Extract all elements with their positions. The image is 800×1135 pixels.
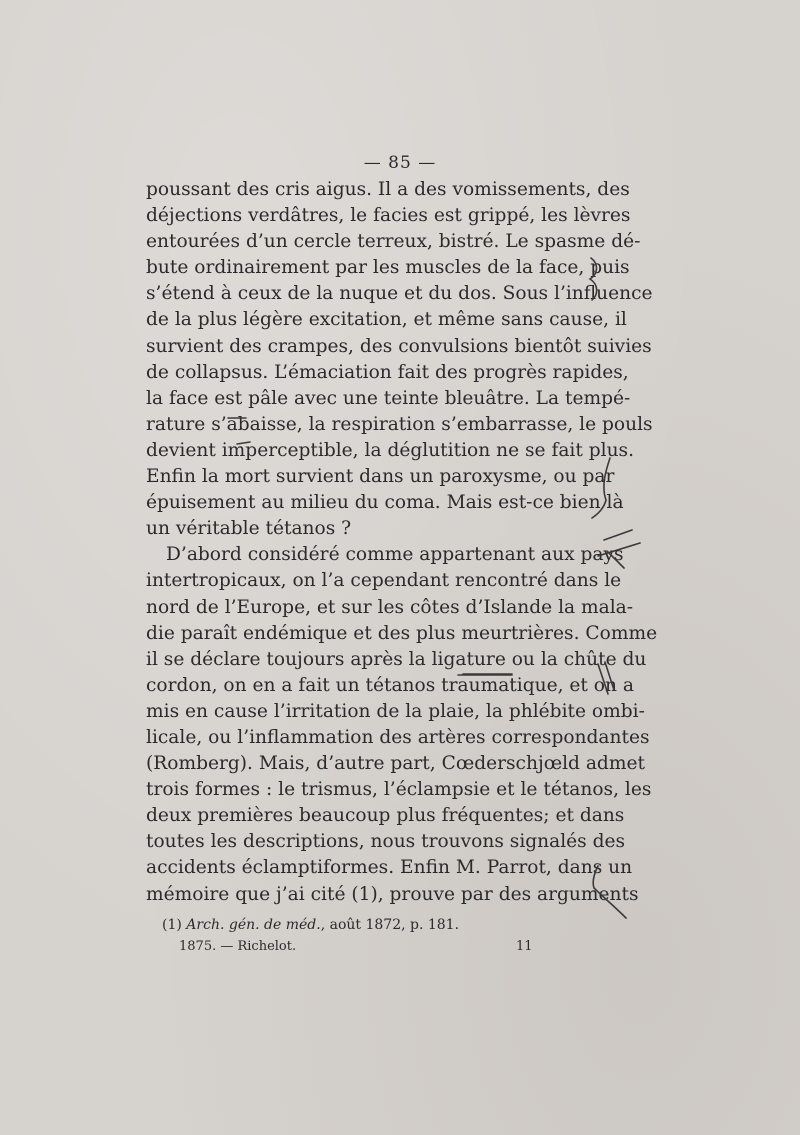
text-line: épuisement au milieu du coma. Mais est-ce bien là [146,492,624,514]
text-line: il se déclare toujours après la ligature ou la chûte du [146,648,647,670]
text-line: toutes les descriptions, nous trouvons signalés des [146,831,626,853]
text-line: la face est pâle avec une teinte bleuâtre. La tempé- [146,387,631,409]
text-line: die paraît endémique et des plus meurtrières. Comme [146,622,658,644]
text-line: poussant des cris aigus. Il a des vomissements, des [146,179,630,200]
text-line: accidents éclamptiformes. Enfin M. Parrot, dans un [146,857,633,879]
text-line: nord de l’Europe, et sur les côtes d’Islande la mala- [146,596,634,618]
text-line: Enfin la mort survient dans un paroxysme, ou par [146,466,615,488]
text-line: un véritable tétanos ? [146,518,352,540]
text-line: cordon, on en a fait un tétanos traumatique, et on a [146,674,634,696]
text-line: déjections verdâtres, le facies est grippé, les lèvres [146,205,631,227]
text-line: entourées d’un cercle terreux, bistré. Le spasme dé- [146,231,641,253]
text-line: rature s’abaisse, la respiration s’embarrasse, le pouls [146,413,653,435]
text-line: intertropicaux, on l’a cependant rencontré dans le [146,570,622,592]
page-number: — 85 — [363,153,437,173]
signature-number: 11 [516,939,533,954]
text-line: deux premières beaucoup plus fréquentes; et dans [146,805,625,827]
text-line: de collapsus. L’émaciation fait des progrès rapides, [146,361,629,383]
text-line: mémoire que j’ai cité (1), prouve par des arguments [146,883,639,905]
body-text [146,177,658,908]
text-line: devient imperceptible, la déglutition ne se fait plus. [146,439,635,461]
footnote-rest: , août 1872, p. 181. [320,917,460,933]
text-line: mis en cause l’irritation de la plaie, la phlébite ombi- [146,700,645,722]
text-line: trois formes : le trismus, l’éclampsie et le tétanos, les [146,779,652,801]
footnote-source: Arch. gén. de méd. [186,917,321,933]
text-line: bute ordinairement par les muscles de la face, puis [146,257,630,279]
text-line: de la plus légère excitation, et même sans cause, il [146,309,627,331]
text-line: s’étend à ceux de la nuque et du dos. Sous l’influence [146,283,653,305]
text-line: survient des crampes, des convulsions bientôt suivies [146,335,652,357]
text-line: D’abord considéré comme appartenant aux pays [166,544,624,566]
text-line: licale, ou l’inflammation des artères correspondantes [146,726,650,748]
footnote [162,917,459,933]
footnote-mark: (1) [162,917,182,933]
text-line: (Romberg). Mais, d’autre part, Cœderschjœld admet [146,753,645,775]
printer-signature: 1875. — Richelot. [179,939,297,954]
